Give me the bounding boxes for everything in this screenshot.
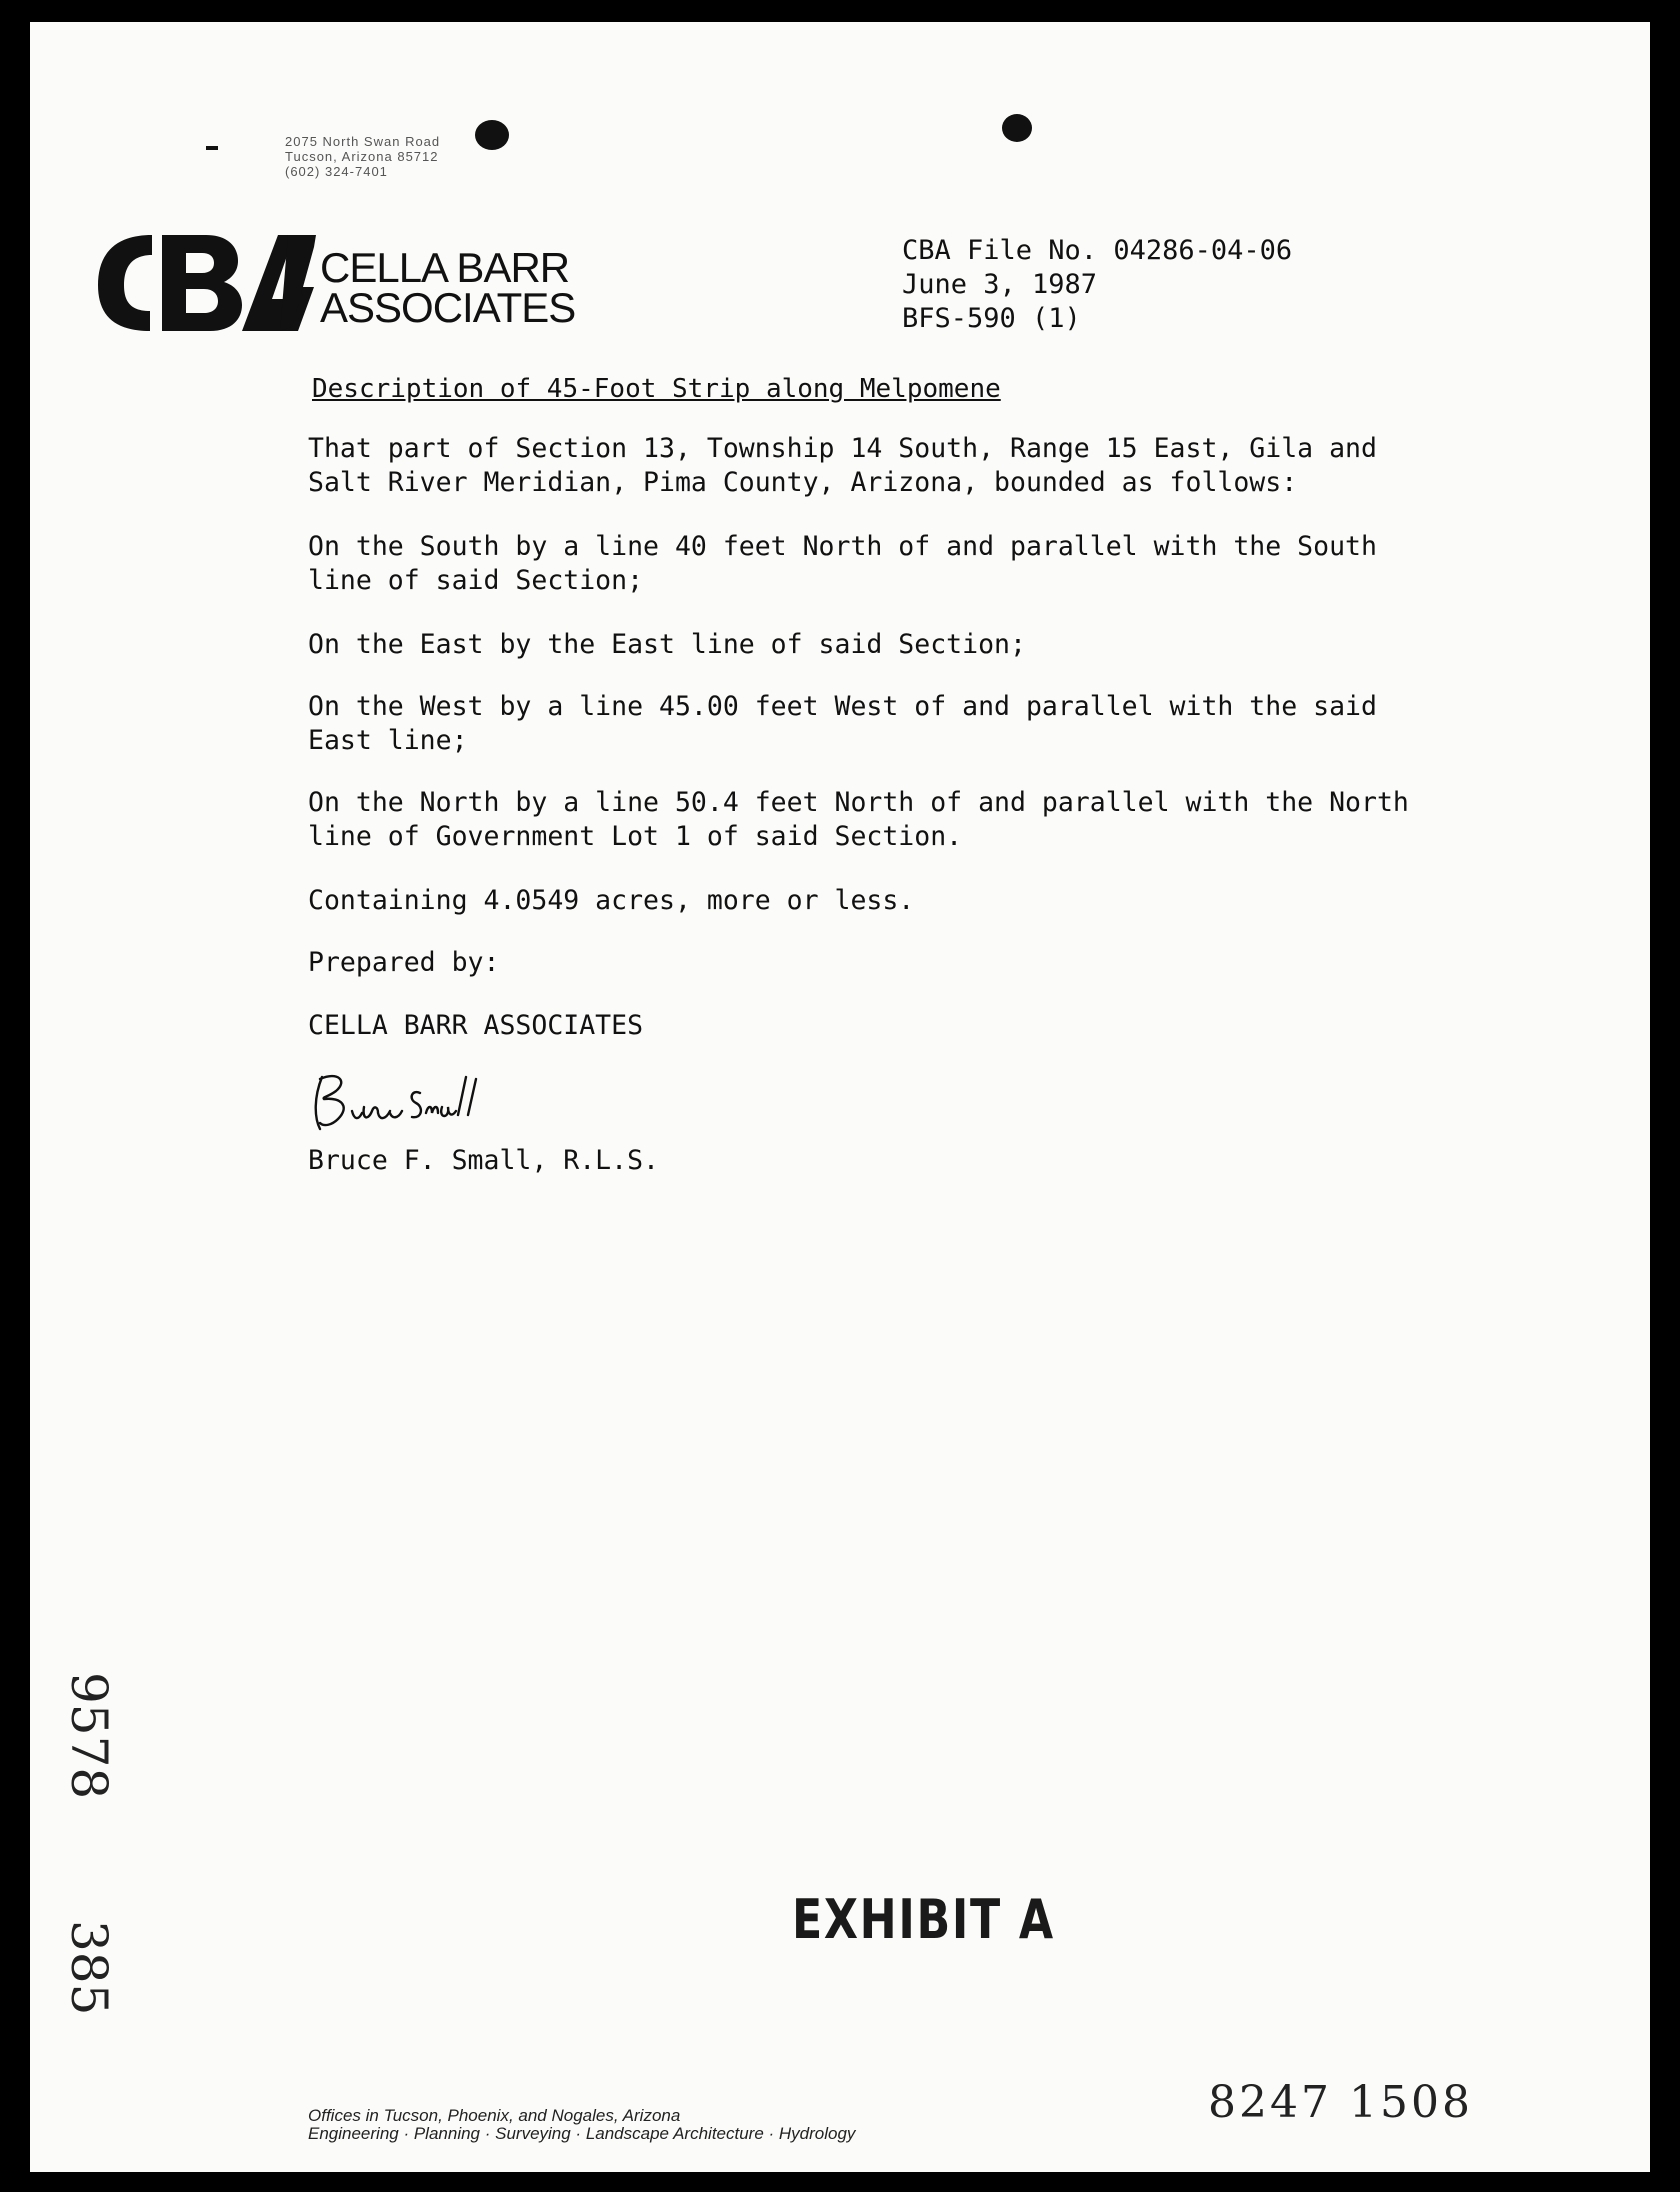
preparer-company: CELLA BARR ASSOCIATES [308,1010,644,1041]
letterhead-footer [308,2107,855,2143]
letterhead-address [285,134,440,179]
bates-number: 8247 1508 [1208,2077,1473,2128]
scan-mark [475,120,509,150]
margin-number: 9578 [60,1672,118,1800]
document-date: June 3, 1987 [902,269,1098,300]
prepared-by-label: Prepared by: [308,947,500,978]
intro-paragraph: That part of Section 13, Township 14 South, Range 15 East, Gila and Salt River Meridian, Pima County, Arizona, bounded as follows: [308,433,1377,498]
address-line: Tucson, Arizona 85712 [285,149,439,164]
address-line: 2075 North Swan Road [285,134,441,149]
bfs-reference: BFS-590 (1) [902,303,1081,334]
south-boundary-paragraph: On the South by a line 40 feet North of and parallel with the South line of said Section; [308,531,1377,596]
address-line: (602) 324-7401 [285,164,388,179]
scan-mark [1002,114,1032,142]
margin-number: 385 [60,1920,118,2016]
east-boundary-paragraph: On the East by the East line of said Section; [308,629,1026,660]
company-name [320,244,576,331]
north-boundary-paragraph: On the North by a line 50.4 feet North of and parallel with the North line of Government Lot 1 of said Section. [308,787,1409,852]
document-heading: Description of 45-Foot Strip along Melpomene [312,374,1001,404]
signature-image [308,1067,498,1137]
signer-name: Bruce F. Small, R.L.S. [308,1145,659,1176]
company-name-line: ASSOCIATES [320,284,576,331]
acreage-paragraph: Containing 4.0549 acres, more or less. [308,885,915,916]
document-page [30,22,1650,2172]
footer-offices: Offices in Tucson, Phoenix, and Nogales, Arizona [308,2106,681,2125]
west-boundary-paragraph: On the West by a line 45.00 feet West of and parallel with the said East line; [308,691,1377,756]
company-name-line: CELLA BARR [320,244,570,291]
footer-services: Engineering · Planning · Surveying · Landscape Architecture · Hydrology [308,2124,856,2143]
file-number: CBA File No. 04286-04-06 [902,235,1293,266]
exhibit-stamp: EXHIBIT A [792,1888,1055,1951]
scan-mark [206,146,218,150]
cba-logo-icon [92,227,317,337]
reference-block [902,234,1292,336]
